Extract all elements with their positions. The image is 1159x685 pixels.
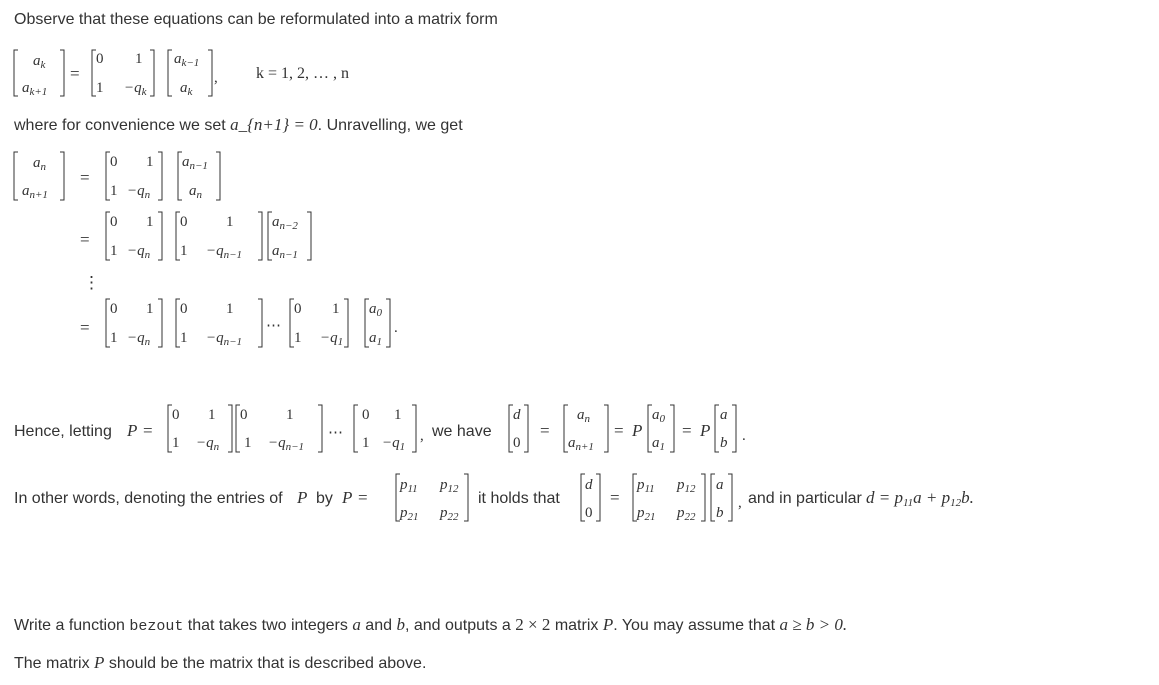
svg-text:−qn: $-q_n$ xyxy=(127,243,151,261)
svg-text:1: 1 xyxy=(146,214,154,230)
svg-text:1: 1 xyxy=(135,51,143,67)
svg-text:P: P xyxy=(342,488,353,507)
svg-text:0: 0 xyxy=(180,214,188,230)
svg-text:0: 0 xyxy=(110,154,118,170)
svg-text:0: 0 xyxy=(362,407,370,423)
svg-text:1: 1 xyxy=(110,183,118,199)
svg-text:1: 1 xyxy=(110,243,118,259)
svg-text:p11: $p_{11}$ xyxy=(400,477,418,495)
svg-text:ak−1: $a_{k-1}$ xyxy=(174,51,200,69)
svg-text:a: a xyxy=(716,477,724,493)
other-words-equation xyxy=(14,474,974,523)
svg-text:=: = xyxy=(610,488,620,507)
svg-text:an−1: $a_{n-1}$ xyxy=(272,243,298,261)
svg-text:1: 1 xyxy=(172,435,180,451)
svg-text:by: by xyxy=(316,490,333,507)
where-math: a_{n+1} = 0 xyxy=(230,115,318,134)
svg-text:0: 0 xyxy=(240,407,248,423)
where-line xyxy=(14,115,463,136)
svg-text:−qk: $-q_k$ xyxy=(124,80,147,98)
svg-text:d = p11a + p12b.: d = p11a + p12b. xyxy=(866,488,974,509)
svg-text:−qn−1: $-q_{n-1}$ xyxy=(268,435,305,453)
index-condition: k = 1, 2, … , n xyxy=(256,65,350,82)
svg-text:0: 0 xyxy=(585,505,593,521)
svg-text:−qn: $-q_n$ xyxy=(127,183,151,201)
svg-text:1: 1 xyxy=(332,301,340,317)
svg-text:ak: $a_k$ xyxy=(180,80,193,98)
svg-text:,: , xyxy=(420,428,424,444)
svg-text:.: . xyxy=(742,428,746,444)
svg-text:p22: $p_{22}$ xyxy=(677,505,696,523)
lhs-entry-ak1: $a_{k+1}$ xyxy=(22,80,48,98)
equation-recurrence-matrix xyxy=(14,50,349,98)
svg-text:=: = xyxy=(358,488,368,507)
unravel-line-1 xyxy=(14,152,220,201)
svg-text:p22: $p_{22}$ xyxy=(440,505,459,523)
svg-text:=: = xyxy=(143,421,153,440)
svg-text:p12: $p_{12}$ xyxy=(440,477,459,495)
svg-text:=: = xyxy=(80,318,90,337)
svg-text:1: 1 xyxy=(294,330,302,346)
svg-text:=: = xyxy=(540,421,550,440)
lhs-entry-ak: $a_k$ xyxy=(33,53,46,71)
svg-text:−qn−1: $-q_{n-1}$ xyxy=(206,330,243,348)
svg-text:an+1: $a_{n+1}$ xyxy=(568,435,594,453)
where-after: . Unravelling, we get xyxy=(317,117,463,134)
hence-equation xyxy=(14,405,746,453)
svg-text:,: , xyxy=(738,495,742,511)
task-line: Write a function bezout that takes two integers a and b, and outputs a 2 × 2 matrix P. You may assume that a ≥ b > 0. xyxy=(14,615,848,635)
svg-text:p12: $p_{12}$ xyxy=(677,477,696,495)
where-before: where for convenience we set xyxy=(14,117,226,134)
svg-text:0: 0 xyxy=(96,51,104,67)
final-line: The matrix P should be the matrix that is described above. xyxy=(14,653,427,672)
svg-text:,: , xyxy=(214,70,218,86)
svg-text:⋯: ⋯ xyxy=(328,425,343,441)
svg-text:P: P xyxy=(127,421,138,440)
svg-text:b: b xyxy=(716,505,724,521)
svg-text:=: = xyxy=(614,421,624,440)
svg-text:1: 1 xyxy=(226,214,234,230)
unravel-line-2 xyxy=(80,212,311,261)
svg-text:0: 0 xyxy=(110,301,118,317)
svg-text:=: = xyxy=(80,168,90,187)
svg-text:P: P xyxy=(632,421,643,440)
function-name: bezout xyxy=(129,618,184,635)
svg-text:.: . xyxy=(394,320,398,336)
svg-text:a1: $a_1$ xyxy=(652,435,665,453)
svg-text:an: $a_n$ xyxy=(577,407,590,425)
svg-text:−q1: $-q_1$ xyxy=(382,435,406,453)
svg-text:0: 0 xyxy=(110,214,118,230)
svg-text:1: 1 xyxy=(110,330,118,346)
svg-text:an: $a_n$ xyxy=(189,183,202,201)
svg-text:1: 1 xyxy=(286,407,294,423)
svg-text:⋯: ⋯ xyxy=(266,318,281,334)
svg-text:1: 1 xyxy=(394,407,402,423)
svg-text:p11: $p_{11}$ xyxy=(637,477,655,495)
svg-text:1: 1 xyxy=(226,301,234,317)
svg-text:a1: $a_1$ xyxy=(369,330,382,348)
svg-text:an−1: $a_{n-1}$ xyxy=(182,154,208,172)
svg-text:−q1: $-q_1$ xyxy=(320,330,344,348)
svg-text:an+1: $a_{n+1}$ xyxy=(22,183,48,201)
svg-text:an: $a_n$ xyxy=(33,155,46,173)
svg-text:d: d xyxy=(513,407,521,423)
we-have-text: we have xyxy=(432,423,492,440)
svg-text:1: 1 xyxy=(362,435,370,451)
svg-text:1: 1 xyxy=(244,435,252,451)
svg-text:=: = xyxy=(80,230,90,249)
svg-text:1: 1 xyxy=(180,330,188,346)
svg-text:0: 0 xyxy=(294,301,302,317)
svg-text:−qn−1: $-q_{n-1}$ xyxy=(206,243,243,261)
svg-text:p21: $p_{21}$ xyxy=(400,505,419,523)
svg-text:a0: $a_0$ xyxy=(369,301,382,319)
svg-text:1: 1 xyxy=(96,80,104,96)
svg-text:and in particular: and in particular xyxy=(748,490,862,507)
equals-sign: = xyxy=(70,64,80,83)
svg-text:P: P xyxy=(297,488,308,507)
svg-text:−qn: $-q_n$ xyxy=(127,330,151,348)
vertical-dots: ⋮ xyxy=(83,273,100,292)
svg-text:1: 1 xyxy=(146,154,154,170)
hence-lead: Hence, letting xyxy=(14,423,112,440)
svg-text:=: = xyxy=(682,421,692,440)
svg-text:1: 1 xyxy=(180,243,188,259)
svg-text:a: a xyxy=(720,407,728,423)
svg-text:p21: $p_{21}$ xyxy=(637,505,656,523)
svg-text:P: P xyxy=(700,421,711,440)
svg-text:a0: $a_0$ xyxy=(652,407,665,425)
svg-text:0: 0 xyxy=(513,435,521,451)
svg-text:an−2: $a_{n-2}$ xyxy=(272,214,298,232)
svg-text:d: d xyxy=(585,477,593,493)
svg-text:1: 1 xyxy=(208,407,216,423)
svg-text:In other words, denoting the e: In other words, denoting the entries of xyxy=(14,490,283,507)
svg-text:it holds that: it holds that xyxy=(478,490,560,507)
svg-text:0: 0 xyxy=(180,301,188,317)
svg-text:−qn: $-q_n$ xyxy=(196,435,220,453)
svg-text:b: b xyxy=(720,435,728,451)
svg-text:1: 1 xyxy=(146,301,154,317)
svg-text:0: 0 xyxy=(172,407,180,423)
intro-text: Observe that these equations can be reformulated into a matrix form xyxy=(14,11,498,28)
unravel-line-3 xyxy=(80,299,398,348)
